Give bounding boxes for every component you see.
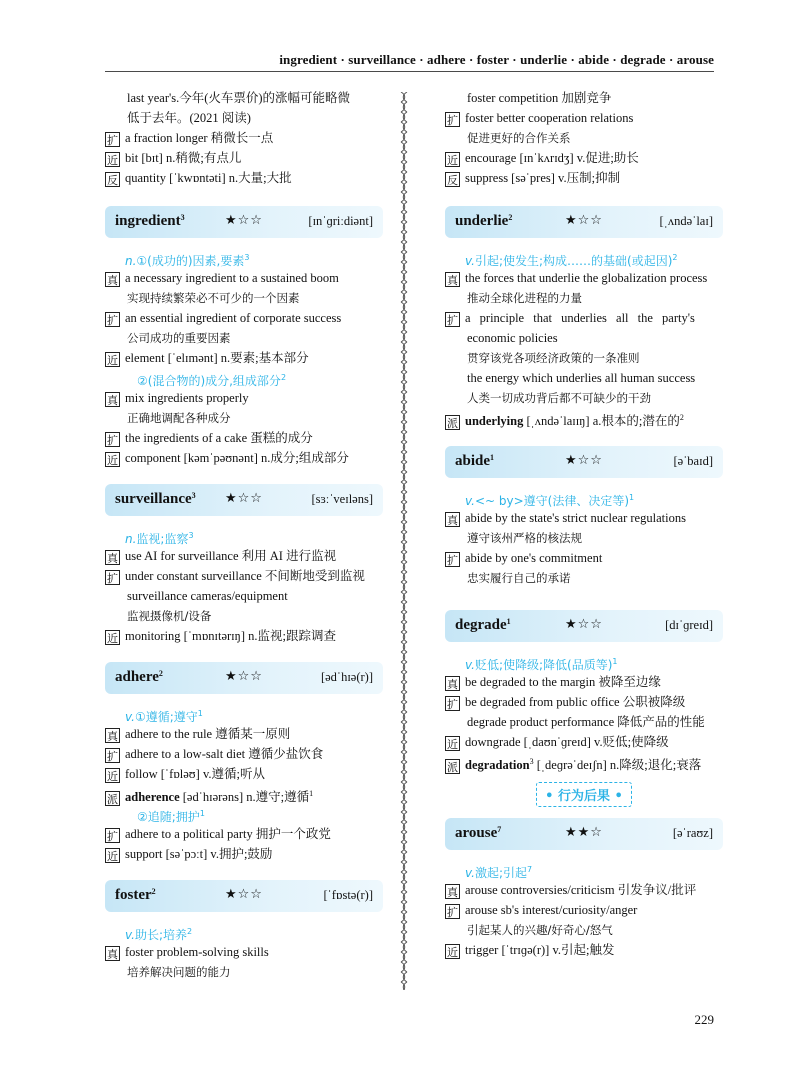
example-translation: 正确地调配各种成分 <box>127 411 231 425</box>
phonetic: [əˈraʊz] <box>672 826 713 840</box>
entry-header-ingredient <box>105 206 383 238</box>
sense: v.贬低;使降级;降低(品质等)$^1$ <box>465 657 618 672</box>
header-word-list: ingredient · surveillance · adhere · foster · underlie · abide · degrade · arouse <box>279 52 714 67</box>
tag-kuo: 扩 <box>447 698 458 711</box>
tag-kuo: 扩 <box>447 554 458 567</box>
example: 扩 the ingredients of a cake 蛋糕的成分 <box>107 431 313 447</box>
tag-zhen: 真 <box>447 886 458 899</box>
tag-pai: 派 <box>447 417 458 430</box>
example: 真 foster problem-solving skills <box>107 945 269 961</box>
tag-zhen: 真 <box>107 394 118 407</box>
example-translation: 推动全球化进程的力量 <box>467 291 582 305</box>
star-rating: ★★☆ <box>565 825 603 840</box>
example-translation: 培养解决问题的能力 <box>127 965 231 979</box>
derivative: 派 underlying [ˌʌndəˈlaɪɪŋ] a.根本的;潜在的$^2$ <box>447 413 684 430</box>
star-rating: ★☆☆ <box>565 453 603 468</box>
tag-kuo: 扩 <box>447 906 458 919</box>
example: 扩 foster better cooperation relations <box>447 111 634 127</box>
sense: v.<~ by>遵守(法律、决定等)$^1$ <box>465 493 635 508</box>
antonym: 反 suppress [səˈpres] v.压制;抑制 <box>447 171 621 187</box>
synonym: 近 element [ˈelɪmənt] n.要素;基本部分 <box>107 351 309 367</box>
tag-jin: 近 <box>447 738 458 751</box>
example-translation: 引起某人的兴趣/好奇心/怒气 <box>467 923 613 937</box>
headword: underlie$^2$ <box>455 213 513 229</box>
tag-fan: 反 <box>447 174 458 187</box>
phonetic: [sɜːˈveɪləns] <box>311 492 373 506</box>
example: 扩 a principle that underlies all the party's <box>447 311 695 327</box>
sense: v.激起;引起$^7$ <box>465 865 533 880</box>
tag-zhen: 真 <box>447 514 458 527</box>
intro-line-1: last year's.今年(火车票价)的涨幅可能略微 <box>127 91 351 105</box>
phonetic: [dɪˈɡreɪd] <box>665 618 713 632</box>
example-translation: 人类一切成功背后都不可缺少的干劲 <box>467 391 651 405</box>
headword: foster$^2$ <box>115 887 156 903</box>
synonym: 近 support [səˈpɔːt] v.拥护;鼓励 <box>107 847 273 863</box>
phonetic: [ɪnˈɡriːdiənt] <box>308 214 373 228</box>
example-translation: 公司成功的重要因素 <box>127 331 231 345</box>
example-translation: 促进更好的合作关系 <box>467 131 571 145</box>
entry-header-underlie <box>445 206 723 238</box>
tag-zhen: 真 <box>447 274 458 287</box>
sense: v.①遵循;遵守$^1$ <box>125 709 203 724</box>
intro-fan: 反 quantity [ˈkwɒntəti] n.大量;大批 <box>107 171 292 187</box>
example: the energy which underlies all human success <box>467 371 696 385</box>
star-rating: ★☆☆ <box>565 617 603 632</box>
phonetic: [ˈfɒstə(r)] <box>323 888 373 902</box>
entry-header-degrade <box>445 610 723 642</box>
intro-jin: 近 bit [bɪt] n.稍微;有点儿 <box>107 151 242 167</box>
right-column <box>445 88 723 960</box>
tag-kuo: 扩 <box>447 314 458 327</box>
tag-jin: 近 <box>107 354 118 367</box>
phonetic: [ˌʌndəˈlaɪ] <box>659 214 713 228</box>
example-translation: 忠实履行自己的承诺 <box>467 571 571 585</box>
intro-line-2: 低于去年。(2021 阅读) <box>127 111 251 125</box>
entry-header-arouse <box>445 818 723 850</box>
example: 扩 be degraded from public office 公职被降级 <box>447 695 686 711</box>
tag-zhen: 真 <box>107 274 118 287</box>
headword: arouse$^7$ <box>455 825 502 841</box>
sense: n.监视;监察$^3$ <box>125 531 194 546</box>
example: foster competition 加剧竞争 <box>467 91 612 105</box>
example: 真 mix ingredients properly <box>107 391 249 407</box>
sense: n.①(成功的)因素,要素$^3$ <box>125 253 250 268</box>
example: 扩 under constant surveillance 不间断地受到监视 <box>107 569 365 585</box>
example: surveillance cameras/equipment <box>127 589 288 603</box>
example: 真 abide by the state's strict nuclear regulations <box>447 511 686 527</box>
tag-jin: 近 <box>107 850 118 863</box>
category-label: • 行为后果 • <box>445 782 723 808</box>
headword: abide$^1$ <box>455 453 495 469</box>
star-rating: ★☆☆ <box>225 491 263 506</box>
example: 真 the forces that underlie the globalization process <box>447 271 708 287</box>
derivative: 派 adherence [ədˈhɪərəns] n.遵守;遵循$^1$ <box>107 789 314 806</box>
tag-fan: 反 <box>107 174 118 187</box>
example: 扩 abide by one's commitment <box>447 551 603 567</box>
example-translation: 贯穿该党各项经济政策的一条准则 <box>467 351 640 365</box>
tag-zhen: 真 <box>107 948 118 961</box>
tag-zhen: 真 <box>107 552 118 565</box>
tag-zhen: 真 <box>107 730 118 743</box>
example: 扩 adhere to a low-salt diet 遵循少盐饮食 <box>107 747 324 763</box>
star-rating: ★☆☆ <box>565 213 603 228</box>
sense: v.助长;培养$^2$ <box>125 927 193 942</box>
tag-kuo: 扩 <box>107 314 118 327</box>
entry-header-abide <box>445 446 723 478</box>
entry-header-surveillance <box>105 484 383 516</box>
headword: surveillance$^3$ <box>115 491 196 507</box>
example-translation: 遵守该州严格的核法规 <box>467 531 582 545</box>
example: 扩 an essential ingredient of corporate success <box>107 311 342 327</box>
entry-header-adhere <box>105 662 383 694</box>
tag-kuo: 扩 <box>107 434 118 447</box>
star-rating: ★☆☆ <box>225 669 263 684</box>
tag-jin: 近 <box>447 154 458 167</box>
example-translation: 监视摄像机/设备 <box>127 609 212 623</box>
tag-kuo: 扩 <box>447 114 458 127</box>
sense: v.引起;使发生;构成……的基础(或起因)$^2$ <box>465 253 678 268</box>
example: 真 a necessary ingredient to a sustained boom <box>107 271 339 287</box>
example: 扩 arouse sb's interest/curiosity/anger <box>447 903 638 919</box>
headword: adhere$^2$ <box>115 669 163 685</box>
tag-kuo: 扩 <box>107 134 118 147</box>
example: economic policies <box>467 331 558 345</box>
tag-kuo: 扩 <box>107 830 118 843</box>
phonetic: [ədˈhɪə(r)] <box>320 670 373 684</box>
star-rating: ★☆☆ <box>225 213 263 228</box>
entry-header-foster <box>105 880 383 912</box>
example: 真 arouse controversies/criticism 引发争议/批评 <box>447 883 697 899</box>
example: 真 be degraded to the margin 被降至边缘 <box>447 675 661 691</box>
headword: degrade$^1$ <box>455 617 511 633</box>
intro-kuo: 扩 a fraction longer 稍微长一点 <box>107 131 274 147</box>
header-rule <box>105 71 714 72</box>
example: 真 adhere to the rule 遵循某一原则 <box>107 727 291 743</box>
synonym: 近 monitoring [ˈmɒnɪtərɪŋ] n.监视;跟踪调查 <box>107 629 336 645</box>
tag-jin: 近 <box>107 770 118 783</box>
tag-kuo: 扩 <box>107 750 118 763</box>
tag-jin: 近 <box>107 632 118 645</box>
synonym: 近 follow [ˈfɒləʊ] v.遵循;听从 <box>107 767 265 783</box>
left-column <box>105 88 383 982</box>
tag-pai: 派 <box>447 761 458 774</box>
synonym: 近 trigger [ˈtrɪɡə(r)] v.引起;触发 <box>447 943 615 959</box>
synonym: 近 downgrade [ˌdaʊnˈɡreɪd] v.贬低;使降级 <box>447 735 669 751</box>
example: 扩 adhere to a political party 拥护一个政党 <box>107 827 331 843</box>
derivative: 派 degradation$^3$ [ˌdeɡrəˈdeɪʃn] n.降级;退化;衰落 <box>447 757 702 774</box>
example-translation: 实现持续繁荣必不可少的一个因素 <box>127 291 300 305</box>
tag-jin: 近 <box>107 154 118 167</box>
tag-jin: 近 <box>447 946 458 959</box>
star-rating: ★☆☆ <box>225 887 263 902</box>
sense: ②追随;拥护$^1$ <box>137 809 205 824</box>
tag-zhen: 真 <box>447 678 458 691</box>
tag-pai: 派 <box>107 793 118 806</box>
phonetic: [əˈbaɪd] <box>673 454 713 468</box>
tag-kuo: 扩 <box>107 572 118 585</box>
tag-jin: 近 <box>107 454 118 467</box>
example: degrade product performance 降低产品的性能 <box>467 715 705 729</box>
synonym: 近 component [kəmˈpəʊnənt] n.成分;组成部分 <box>107 451 349 467</box>
synonym: 近 encourage [ɪnˈkʌrɪdʒ] v.促进;助长 <box>447 151 639 167</box>
example: 真 use AI for surveillance 利用 AI 进行监视 <box>107 549 337 565</box>
headword: ingredient$^3$ <box>115 213 185 229</box>
sense: ②(混合物的)成分,组成部分$^2$ <box>137 373 287 388</box>
decorative-column-divider <box>397 92 411 990</box>
page-number: 229 <box>694 1012 714 1027</box>
